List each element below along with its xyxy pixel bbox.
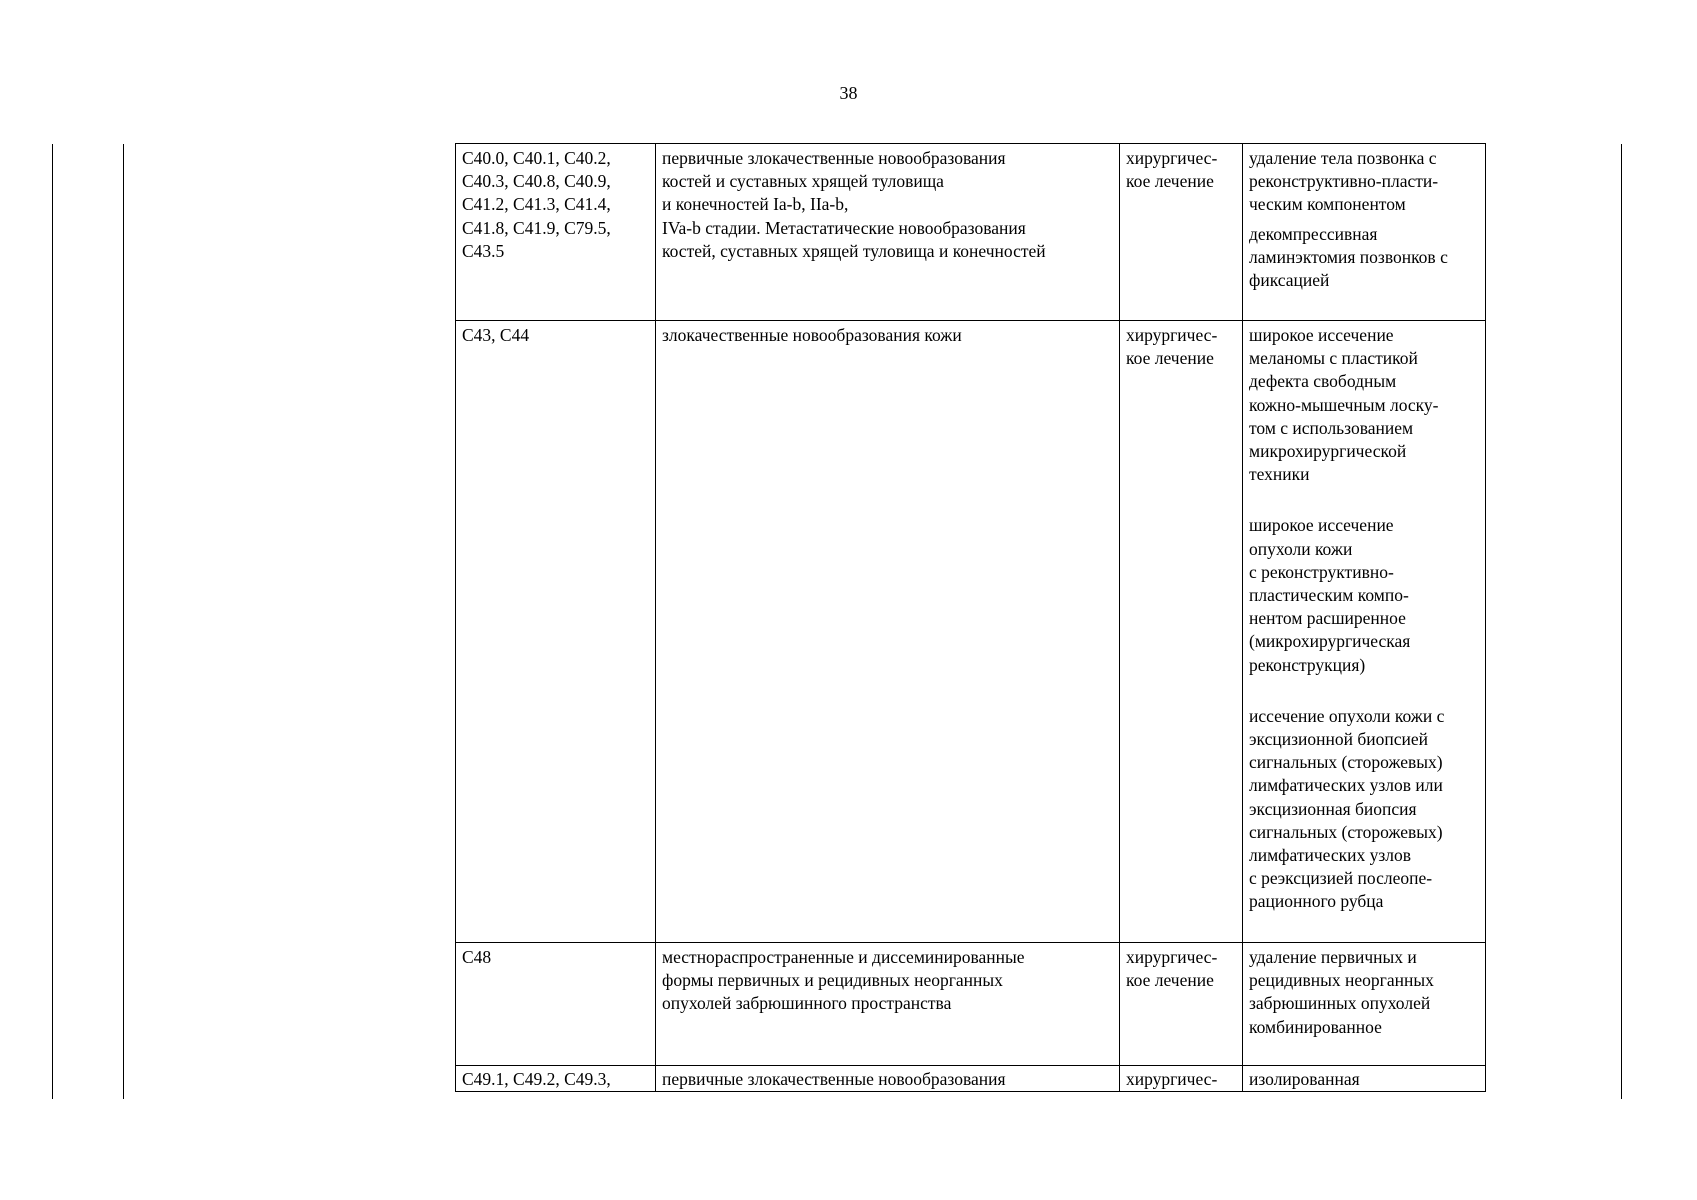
treatment-type-cell — [1120, 943, 1243, 1066]
method-line: фиксацией — [1249, 270, 1330, 291]
description-line: и конечностей Ia-b, IIa-b, — [662, 194, 849, 215]
method-line: изолированная — [1249, 1069, 1360, 1089]
description-line: формы первичных и рецидивных неорганных — [662, 970, 1003, 991]
description-cell — [656, 144, 1120, 321]
method-entry — [1249, 147, 1479, 217]
method-entry — [1249, 514, 1479, 676]
method-line: сигнальных (сторожевых) — [1249, 821, 1443, 842]
method-line: эксцизионной биопсией — [1249, 729, 1428, 750]
page-number: 38 — [839, 83, 858, 103]
table-row — [456, 144, 1486, 321]
description-line: костей, суставных хрящей туловища и конечностей — [662, 240, 1046, 261]
treatment-line: кое лечение — [1126, 970, 1214, 991]
treatment-line: хирургичес- — [1126, 947, 1218, 967]
method-line: забрюшинных опухолей — [1249, 993, 1431, 1014]
table-border-line-left-outer — [52, 144, 53, 1099]
code-line: C49.1, C49.2, C49.3, — [462, 1069, 611, 1089]
diagnosis-codes-cell — [456, 943, 656, 1066]
method-line: удаление первичных и — [1249, 947, 1417, 967]
description-line: первичные злокачественные новообразования — [662, 1069, 1006, 1089]
method-line: опухоли кожи — [1249, 538, 1353, 559]
method-entry — [1249, 946, 1479, 1039]
method-line: рецидивных неорганных — [1249, 970, 1434, 991]
method-line: ческим компонентом — [1249, 194, 1406, 215]
method-line: дефекта свободным — [1249, 371, 1397, 392]
method-cell — [1243, 144, 1486, 321]
code-line: C43, C44 — [462, 325, 530, 345]
description-line: местнораспространенные и диссеминированные — [662, 947, 1025, 967]
method-line: нентом расширенное — [1249, 608, 1406, 629]
code-line: C48 — [462, 947, 492, 967]
table-row — [456, 321, 1486, 943]
method-line: рационного рубца — [1249, 891, 1384, 912]
code-line: C41.8, C41.9, C79.5, — [462, 217, 611, 238]
treatment-type-cell — [1120, 321, 1243, 943]
table-border-line-left-inner — [123, 144, 124, 1099]
treatment-type-cell — [1120, 1066, 1243, 1092]
method-line: сигнальных (сторожевых) — [1249, 752, 1443, 773]
method-line: иссечение опухоли кожи с — [1249, 705, 1445, 726]
method-line: реконструктивно-пласти- — [1249, 171, 1439, 192]
method-cell — [1243, 943, 1486, 1066]
code-line: C40.3, C40.8, C40.9, — [462, 171, 611, 192]
procedures-table — [455, 143, 1486, 1092]
diagnosis-codes-cell — [456, 1066, 656, 1092]
diagnosis-codes-cell — [456, 144, 656, 321]
method-line: лимфатических узлов или — [1249, 775, 1443, 796]
method-line: кожно-мышечным лоску- — [1249, 394, 1439, 415]
method-line: эксцизионная биопсия — [1249, 798, 1417, 819]
table-row — [456, 943, 1486, 1066]
code-line: C43.5 — [462, 240, 505, 261]
description-cell — [656, 321, 1120, 943]
description-line: костей и суставных хрящей туловища — [662, 171, 944, 192]
description-cell — [656, 1066, 1120, 1092]
method-entry — [1249, 223, 1479, 293]
method-cell — [1243, 1066, 1486, 1092]
table-row — [456, 1066, 1486, 1092]
description-cell — [656, 943, 1120, 1066]
treatment-type-cell — [1120, 144, 1243, 321]
description-line: IVa-b стадии. Метастатические новообразования — [662, 217, 1026, 238]
diagnosis-codes-cell — [456, 321, 656, 943]
method-line: микрохирургической — [1249, 441, 1407, 462]
method-line: с реэксцизией послеопе- — [1249, 868, 1433, 889]
method-line: декомпрессивная — [1249, 223, 1378, 244]
description-line: злокачественные новообразования кожи — [662, 325, 962, 345]
method-line: комбинированное — [1249, 1016, 1382, 1037]
code-line: C40.0, C40.1, C40.2, — [462, 148, 611, 168]
method-line: удаление тела позвонка с — [1249, 148, 1437, 168]
method-line: меланомы с пластикой — [1249, 348, 1418, 369]
method-entry — [1249, 1068, 1479, 1091]
treatment-line: хирургичес- — [1126, 1069, 1218, 1089]
method-line: с реконструктивно- — [1249, 561, 1394, 582]
description-line: опухолей забрюшинного пространства — [662, 993, 952, 1014]
method-line: техники — [1249, 464, 1310, 485]
method-line: том с использованием — [1249, 417, 1414, 438]
description-line: первичные злокачественные новообразования — [662, 148, 1006, 168]
method-entry — [1249, 705, 1479, 914]
method-line: пластическим компо- — [1249, 585, 1409, 606]
method-line: (микрохирургическая — [1249, 631, 1411, 652]
table-border-line-right — [1621, 144, 1622, 1099]
method-line: широкое иссечение — [1249, 515, 1394, 536]
method-entry — [1249, 324, 1479, 486]
treatment-line: хирургичес- — [1126, 325, 1218, 345]
method-cell — [1243, 321, 1486, 943]
treatment-line: хирургичес- — [1126, 148, 1218, 168]
method-line: широкое иссечение — [1249, 325, 1394, 345]
method-line: реконструкция) — [1249, 654, 1366, 675]
treatment-line: кое лечение — [1126, 171, 1214, 192]
method-line: лимфатических узлов — [1249, 845, 1412, 866]
method-line: ламинэктомия позвонков с — [1249, 246, 1448, 267]
treatment-line: кое лечение — [1126, 348, 1214, 369]
code-line: C41.2, C41.3, C41.4, — [462, 194, 611, 215]
